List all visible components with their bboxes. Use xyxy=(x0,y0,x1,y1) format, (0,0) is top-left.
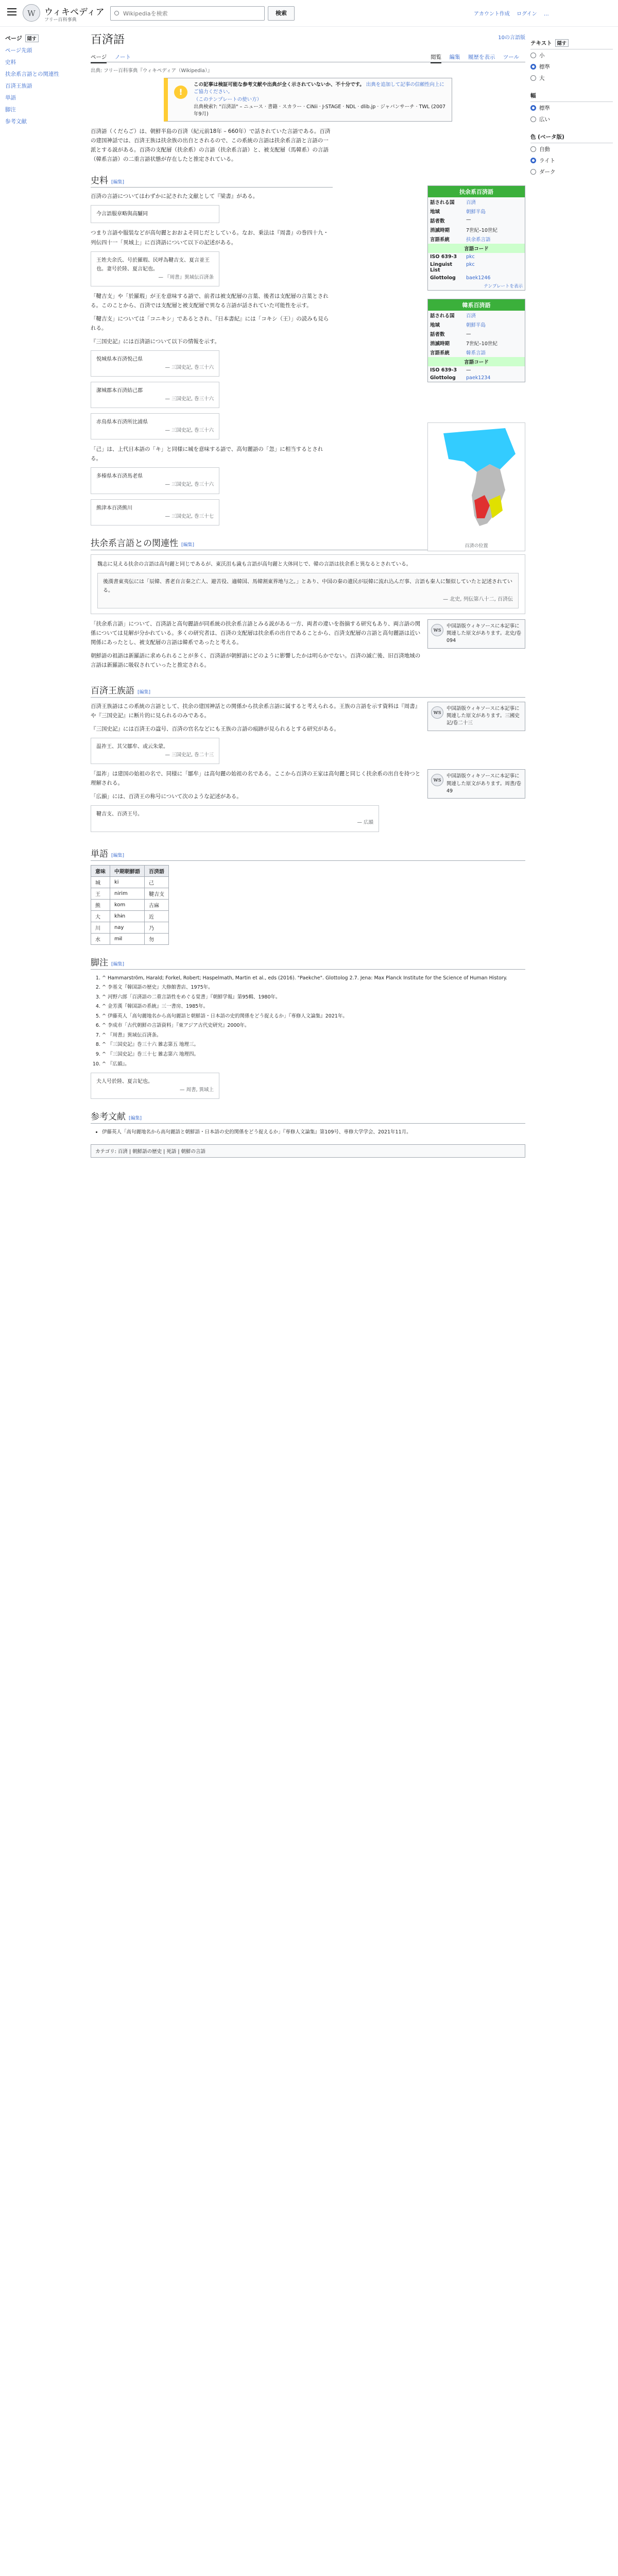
list-item: 1. ^ Hammarström, Harald; Forkel, Robert; Haspelmath, Martin et al., eds (2016). "Paekche". Glottolog 2.7. Jena: Max Planck Institute for the Science of Human History. xyxy=(102,974,525,983)
login-link[interactable]: ログイン xyxy=(517,11,537,17)
lead-paragraph: 百済語（くだらご）は、朝鮮半島の百済（紀元前18年 – 660年）で話されていた言語である。百済の建国神話では、百済王族は扶余族の出自とされるので、この系統の言語は扶余系言語と言語の一派とする説がある。百済の支配層（扶余系）の言語（扶余系言語）と、被支配層（馬韓系）の言語（韓系言語）の二重言語状態が存在したと推定されている。 xyxy=(91,128,331,163)
edit-link[interactable]: [編集] xyxy=(111,961,125,967)
wikipedia-logo[interactable]: W xyxy=(23,4,40,22)
text-size-heading: テキスト 隠す xyxy=(530,36,613,49)
tab-talk[interactable]: ノート xyxy=(114,54,131,60)
width-standard[interactable]: 標準 xyxy=(530,102,613,113)
text-size-standard[interactable]: 標準 xyxy=(530,61,613,72)
toc-sidebar xyxy=(0,27,77,127)
create-account-link[interactable]: アカウント作成 xyxy=(474,11,510,17)
vocab-table: 意味 中期朝鮮語 百済語 城 ki 己 王 nirim 鞬吉支 熊 kom 古麻 大 khɨn 近 川 nay 乃 水 mɨl 勿 xyxy=(91,865,169,945)
list-item: 3. ^ 河野六郎「百済語の二重言語性をめぐる覚書」『朝鮮学報』第95輯、1980年。 xyxy=(102,993,525,1002)
table-row: 水 mɨl 勿 xyxy=(91,933,169,944)
quote-block: 温祚王、其父鄒牟、或云朱蒙。 — 三国史記, 巻二十三 xyxy=(91,738,219,764)
site-sub: 出典: フリー百科事典『ウィキペディア（Wikipedia）』 xyxy=(91,68,213,74)
table-row: 王 nirim 鞬吉支 xyxy=(91,888,169,899)
tagline: フリー百科事典 xyxy=(44,18,77,23)
radio-selected-icon xyxy=(530,64,536,70)
notice-template-link[interactable]: （このテンプレートの使い方） xyxy=(194,96,262,103)
user-tools xyxy=(474,9,554,17)
wikisource-box: ws 中国語版ウィキソースに本記事に関連した原文があります。周書/卷49 xyxy=(427,769,525,799)
tab-read[interactable]: 閲覧 xyxy=(431,51,441,63)
quote-block: 王姓夫余氏、号於羅瑕、民呼為鞬吉支、夏言並王也。妻号於陸、夏言妃也。 — 『周書』異域伝百済条 xyxy=(91,251,219,286)
heading-oozoku: 百済王族語 [編集] xyxy=(91,678,525,698)
table-row: 城 ki 己 xyxy=(91,876,169,888)
list-item: 6. ^ 李成市「古代朝鮮の言語資料」『東アジア古代史研究』2000年。 xyxy=(102,1021,525,1030)
radio-icon xyxy=(530,146,536,152)
category-links[interactable]: カテゴリ: 百済 | 朝鮮語の歴史 | 死語 | 朝鮮の言語 xyxy=(91,1144,525,1158)
color-heading: 色 (ベータ版) xyxy=(530,130,613,143)
heading-shiryo: 史料 [編集] xyxy=(91,168,333,188)
wikisource-icon: ws xyxy=(431,624,443,636)
map-caption: 百済の位置 xyxy=(465,544,488,549)
search-button[interactable]: 検索 xyxy=(268,6,295,21)
radio-selected-icon xyxy=(530,158,536,163)
warning-icon: ! xyxy=(174,86,187,99)
color-auto[interactable]: 自動 xyxy=(530,143,613,155)
infobox-codes-header: 言語コード xyxy=(428,244,525,253)
search-icon xyxy=(114,11,119,15)
heading-notes: 脚注 [編集] xyxy=(91,950,525,970)
toc-item-notes[interactable]: 脚注 xyxy=(5,107,16,113)
heading-tango: 単語 [編集] xyxy=(91,841,525,861)
text-size-large[interactable]: 大 xyxy=(530,72,613,83)
list-item: 5. ^ 伊藤英人「高句麗地名から高句麗語と朝鮮語・日本語の史的関係をどう捉えるか」『専修人文論集』2021年。 xyxy=(102,1012,525,1021)
search-input[interactable] xyxy=(111,7,255,20)
paragraph: 「鞬吉支」や「於羅瑕」が王を意味する語で、前者は被支配層の言葉、後者は支配層の言葉とされる。このことから、百済では支配層と被支配層で異なる言語が話されていた可能性を示す。 xyxy=(91,293,329,309)
paragraph: 「広韻」には、百済王の称号について次のような記述がある。 xyxy=(91,793,242,800)
long-quote: 魏志に見える扶余の言語は高句麗と同じであるが、東沃沮も濊も言語が高句麗と大体同じで、韓の言語は扶余系と異なるとされている。 後漢書東夷伝には「辰韓、耆老自言秦之亡人、避苦役、適韓国、馬韓割東界地与之。」とあり、中国の秦の遺民が辰韓に流れ込んだ事、言語も秦人に類似していたと記述されている。 — 北史, 列伝第八十二, 百済伝 xyxy=(91,554,525,614)
language-button[interactable]: 10の言語版 xyxy=(498,35,525,41)
page-title: 百済語 xyxy=(91,33,125,46)
quote-block: 悦城県本百済悦己県 — 三国史記, 巻三十六 xyxy=(91,350,219,377)
paragraph: 朝鮮語の祖語は新羅語に求められることが多く、百済語が朝鮮語にどのように影響したかは明らかでない。百済の滅亡後、旧百済地域の言語は新羅語に吸収されていったと推定される。 xyxy=(91,652,421,668)
notice-search: 出典検索?: "百済語" – ニュース · 書籍 · スカラー · CiNii · J-STAGE · NDL · dlib.jp · ジャパンサーチ · TWL (2007年9月) xyxy=(194,104,446,117)
paragraph: つまり言語や服装などが高句麗とおおよそ同じだとしている。なお、乗法は『周書』の巻四十九・列伝四十一「異域上」に百済語について以下の記述がある。 xyxy=(91,230,329,246)
quote-block: 鞬吉支、百済王号。 — 広韻 xyxy=(91,805,379,832)
infobox-title: 扶余系百済語 xyxy=(428,186,525,197)
tab-edit[interactable]: 編集 xyxy=(449,54,460,60)
edit-link[interactable]: [編集] xyxy=(111,853,125,858)
edit-link[interactable]: [編集] xyxy=(138,689,151,695)
wikisource-box: ws 中国語版ウィキソースに本記事に関連した原文があります。北史/卷094 xyxy=(427,619,525,649)
notes-list xyxy=(91,974,525,1069)
map-image xyxy=(428,423,525,540)
list-item: 2. ^ 李基文『韓国語の歴史』大修館書店、1975年。 xyxy=(102,983,525,992)
paragraph: 『三国史記』には百済王の諡号、百済の官名などにも王族の言語の痕跡が見られるとする研究がある。 xyxy=(91,726,339,733)
list-item: • 伊藤英人「高句麗地名から高句麗語と朝鮮語・日本語の史的関係をどう捉えるか」『専修人文論集』第109号、専修大学学会、2021年11月。 xyxy=(102,1128,525,1137)
toc-item-refs[interactable]: 参考文献 xyxy=(5,118,27,125)
toc-item-shiryo[interactable]: 史料 xyxy=(5,59,16,65)
quote-block: 今言語服章略與高驪同 xyxy=(91,205,219,223)
infobox-kan: 韓系百済語 話される国 百済 地域 朝鮮半島 話者数 — 消滅時期 7世紀–10世紀 言語系統 韓系言語 言語コード ISO 639-3 — Glottolog paek1234 xyxy=(427,299,525,382)
list-item: 10. ^ 『広韻』。 xyxy=(102,1060,525,1069)
citation-notice xyxy=(164,78,452,122)
radio-icon xyxy=(530,169,536,175)
edit-link[interactable]: [編集] xyxy=(181,542,195,548)
paragraph: 百済王族語はこの系統の言語として、扶余の建国神話との関係から扶余系言語に属すると考えられる。王族の言語を示す資料は『周書』や『三国史記』に断片的に見られるのみである。 xyxy=(91,703,421,719)
heading-refs: 参考文献 [編集] xyxy=(91,1104,525,1124)
appearance-hide-button[interactable]: 隠す xyxy=(555,39,569,47)
width-wide[interactable]: 広い xyxy=(530,113,613,125)
inner-quote: 後漢書東夷伝には「辰韓、耆老自言秦之亡人、避苦役、適韓国、馬韓割東界地与之。」とあり、中国の秦の遺民が辰韓に流れ込んだ事、言語も秦人に類似していたと記述されている。 — 北史, 列伝第八十二, 百済伝 xyxy=(97,573,519,608)
color-light[interactable]: ライト xyxy=(530,155,613,166)
paragraph: 百済の言語についてはわずかに記された文献として『梁書』がある。 xyxy=(91,193,259,200)
heading-fuyo: 扶余系言語との関連性 [編集] xyxy=(91,531,525,550)
edit-link[interactable]: [編集] xyxy=(111,180,125,185)
radio-icon xyxy=(530,116,536,122)
search-box xyxy=(110,6,265,21)
list-item: 8. ^ 『三国史記』巻三十六 雑志第五 地理三。 xyxy=(102,1040,525,1049)
toc-title: ページ 隠す xyxy=(5,34,77,42)
quote-block: 夫人号於陸、夏言妃也。 — 周書, 異域上 xyxy=(91,1073,219,1099)
refs-list xyxy=(91,1128,525,1137)
toc-item-fuyo[interactable]: 扶余系言語との関連性 xyxy=(5,71,59,77)
wikisource-box: ws 中国語版ウィキソースに本記事に関連した原文があります。三國史記/卷二十三 xyxy=(427,702,525,731)
notice-help[interactable]: 出典を追加して記事の信頼性向上にご協力ください。 xyxy=(194,82,444,95)
list-item: 4. ^ 金芳漢『韓国語の系統』三一書房、1985年。 xyxy=(102,1002,525,1011)
tab-tools[interactable]: ツール xyxy=(503,54,519,60)
article xyxy=(91,31,525,1158)
infobox-fuyo: 扶余系百済語 話される国 百済 地域 朝鮮半島 話者数 — 消滅時期 7世紀–10世紀 言語系統 扶余系言語 言語コード ISO 639-3 pkc Linguist List pkc Glottolog baek1246 テンプレートを表示 xyxy=(427,185,525,291)
korea-map[interactable] xyxy=(427,422,525,551)
list-item: 7. ^ 『周書』異域伝百済条。 xyxy=(102,1031,525,1040)
paragraph: 「扶余系言語」について、百済語と高句麗語が同系統の扶余系言語とみる説がある一方、両者の違いを指摘する研究もあり、両言語の関係については見解が分かれている。多くの研究者は、百済の支配層は扶余系の出自であることから、百済支配層の言語と高句麗語は近い関係にあったとし、被支配層の言語は韓系であったと考える。 xyxy=(91,620,421,646)
quote-block: 熊津本百済熊川 — 三国史記, 巻三十七 xyxy=(91,499,219,526)
paragraph: 「温祚」は建国の始祖の名で、同様に「鄒牟」は高句麗の始祖の名である。ここから百済の王家は高句麗と同じく扶余系の出自を持つと理解される。 xyxy=(91,771,421,787)
edit-link[interactable]: [編集] xyxy=(129,1116,142,1122)
color-dark[interactable]: ダーク xyxy=(530,166,613,177)
page-tabs xyxy=(91,51,525,62)
quote-block: 多榛県本百済馬老県 — 三国史記, 巻三十六 xyxy=(91,467,219,494)
toc-item-tango[interactable]: 単語 xyxy=(5,95,16,101)
width-heading: 幅 xyxy=(530,89,613,102)
paragraph: 「己」は、上代日本語の「キ」と同様に城を意味する語で、高句麗語の「忽」に相当するとされる。 xyxy=(91,446,323,462)
notice-text: この記事は検証可能な参考文献や出典が全く示されていないか、不十分です。 xyxy=(194,82,365,88)
toc-hide-button[interactable]: 隠す xyxy=(25,35,39,42)
tab-history[interactable]: 履歴を表示 xyxy=(468,54,495,60)
appearance-panel xyxy=(530,31,613,177)
table-row: 大 khɨn 近 xyxy=(91,910,169,922)
radio-icon xyxy=(530,53,536,58)
wikisource-icon: ws xyxy=(431,706,443,719)
more-tools-icon[interactable]: … xyxy=(543,11,549,17)
quote-block: 潔城郡本百済結己郡 — 三国史記, 巻三十六 xyxy=(91,382,219,408)
toc-item-oozoku[interactable]: 百済王族語 xyxy=(5,83,32,89)
text-size-small[interactable]: 小 xyxy=(530,49,613,61)
template-link[interactable]: テンプレートを表示 xyxy=(484,284,523,289)
table-row: 熊 kom 古麻 xyxy=(91,899,169,910)
list-item: 9. ^ 『三国史記』巻三十七 雑志第六 地理四。 xyxy=(102,1050,525,1059)
wordmark[interactable]: ウィキペディア xyxy=(44,7,105,18)
radio-selected-icon xyxy=(530,105,536,111)
radio-icon xyxy=(530,75,536,81)
main-menu-icon[interactable] xyxy=(7,8,16,15)
table-row: 川 nay 乃 xyxy=(91,922,169,933)
wikisource-icon: ws xyxy=(431,774,443,786)
paragraph: 『三国史記』には百済語について以下の情報を示す。 xyxy=(91,338,220,345)
paragraph: 「鞬吉支」については「コニキシ」であるとされ、『日本書紀』には「コキシ（王）」の読みも見られる。 xyxy=(91,315,329,331)
site-header xyxy=(0,0,618,27)
quote-block: 赤鳥県本百済所比浦県 — 三国史記, 巻三十六 xyxy=(91,413,219,439)
toc-item-top[interactable]: ページ先頭 xyxy=(5,47,32,54)
tab-page[interactable]: ページ xyxy=(91,51,107,63)
